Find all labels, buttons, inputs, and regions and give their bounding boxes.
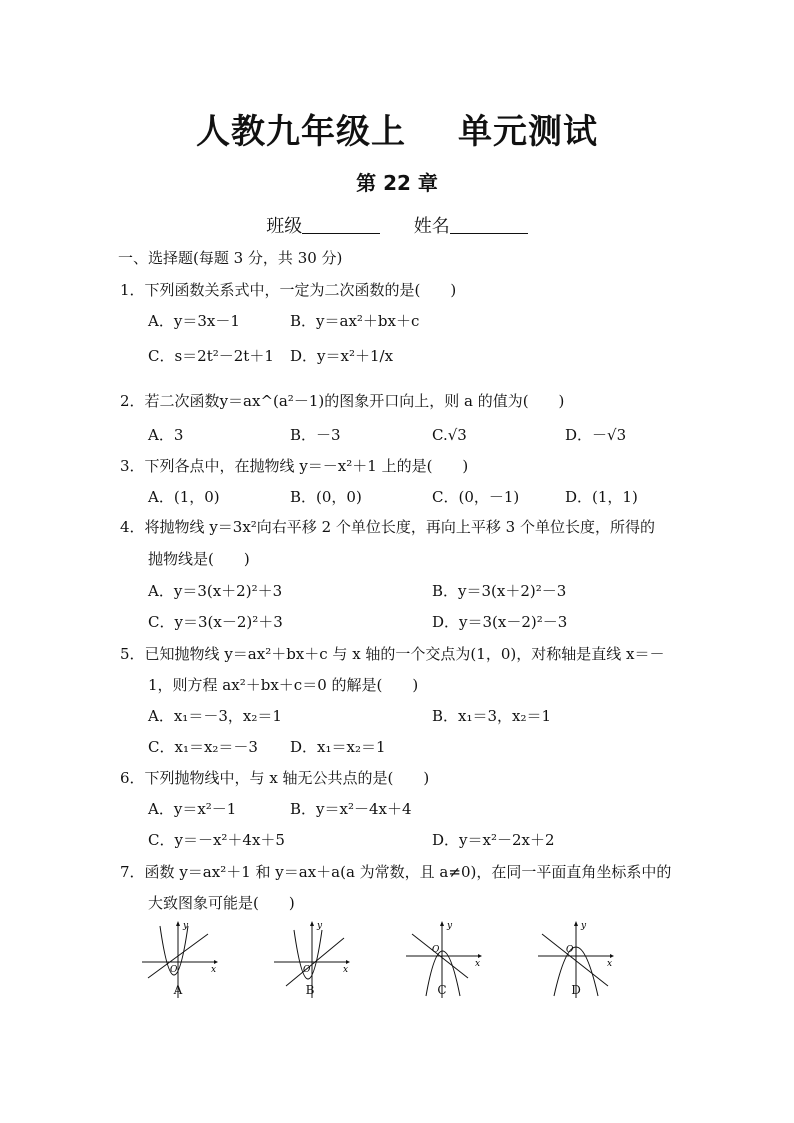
class-blank[interactable] bbox=[302, 215, 380, 234]
question-7 bbox=[120, 862, 671, 882]
origin-label: O bbox=[170, 965, 178, 975]
option-text: (1，1) bbox=[592, 488, 638, 506]
option-text: x₁＝－3，x₂＝1 bbox=[173, 707, 282, 725]
axis-y-label: y bbox=[581, 921, 587, 931]
q2-option-c: C.√3 bbox=[432, 426, 467, 444]
axis-x-label: x bbox=[211, 965, 217, 975]
q4-option-c: C．y＝3(x－2)²＋3 bbox=[148, 613, 283, 631]
q3-option-b: B．(0，0) bbox=[290, 488, 362, 506]
q6-option-c: C．y＝－x²＋4x＋5 bbox=[148, 831, 285, 849]
q5-option-d: D．x₁＝x₂＝1 bbox=[290, 738, 386, 756]
question-number: 4． bbox=[120, 518, 145, 536]
q5-option-a: A．x₁＝－3，x₂＝1 bbox=[148, 707, 282, 725]
graph-caption-d: D bbox=[571, 983, 581, 997]
q1-option-a: A．y＝3x－1 bbox=[148, 312, 240, 330]
q6-option-a: A．y＝x²－1 bbox=[148, 800, 237, 818]
axis-x-label: x bbox=[607, 959, 613, 969]
q6-option-d: D．y＝x²－2x＋2 bbox=[432, 831, 555, 849]
title-right: 单元测试 bbox=[458, 112, 598, 152]
q3-option-d: D．(1，1) bbox=[565, 488, 638, 506]
option-text: y＝x²－4x＋4 bbox=[316, 800, 412, 818]
q4-option-b: B．y＝3(x＋2)²－3 bbox=[432, 582, 567, 600]
option-text: y＝－x²＋4x＋5 bbox=[174, 831, 285, 849]
option-text: (0，0) bbox=[316, 488, 362, 506]
axis-y-label: y bbox=[317, 921, 323, 931]
name-label: 姓名 bbox=[413, 216, 450, 237]
question-5-line2: 1，则方程 ax²＋bx＋c＝0 的解是( ) bbox=[148, 676, 419, 694]
question-number: 2． bbox=[120, 392, 145, 410]
option-text: y＝x²－1 bbox=[173, 800, 237, 818]
question-number: 1． bbox=[120, 281, 145, 299]
option-text: x₁＝3，x₂＝1 bbox=[458, 707, 552, 725]
question-text: 已知抛物线 y＝ax²＋bx＋c 与 x 轴的一个交点为(1，0)，对称轴是直线 x＝－ bbox=[144, 645, 665, 663]
question-text: 将抛物线 y＝3x²向右平移 2 个单位长度，再向上平移 3 个单位长度，所得的 bbox=[144, 518, 655, 536]
title-left: 人教九年级上 bbox=[196, 112, 406, 152]
axis-x-label: x bbox=[343, 965, 349, 975]
question-4-line2: 抛物线是( ) bbox=[148, 550, 250, 568]
question-number: 5． bbox=[120, 645, 145, 663]
question-text: 若二次函数 bbox=[144, 392, 220, 410]
q2-option-d: D．－√3 bbox=[565, 426, 627, 444]
option-text: y＝3(x＋2)²＋3 bbox=[173, 582, 283, 600]
name-blank[interactable] bbox=[450, 215, 528, 234]
option-text: y＝3(x－2)²＋3 bbox=[174, 613, 283, 631]
option-text: y＝ax²＋bx＋c bbox=[316, 312, 420, 330]
option-text: y＝3(x＋2)²－3 bbox=[458, 582, 567, 600]
option-text: s＝2t²－2t＋1 bbox=[174, 347, 274, 365]
question-text: 下列各点中，在抛物线 y＝－x²＋1 上的是( ) bbox=[144, 457, 469, 475]
option-text: x₁＝x₂＝1 bbox=[317, 738, 386, 756]
option-text: √3 bbox=[447, 426, 467, 444]
question-3 bbox=[120, 456, 468, 476]
q3-option-a: A．(1，0) bbox=[148, 488, 220, 506]
chapter-heading: 第 22 章 bbox=[356, 171, 438, 195]
option-text: y＝x²－2x＋2 bbox=[459, 831, 555, 849]
origin-label: O bbox=[566, 945, 574, 955]
q3-option-c: C．(0，－1) bbox=[432, 488, 520, 506]
option-text: y＝3(x－2)²－3 bbox=[459, 613, 568, 631]
question-number: 3． bbox=[120, 457, 145, 475]
axis-y-label: y bbox=[447, 921, 453, 931]
origin-label: O bbox=[432, 945, 440, 955]
question-1 bbox=[120, 280, 456, 300]
q5-option-c: C．x₁＝x₂＝－3 bbox=[148, 738, 258, 756]
option-text: 3 bbox=[173, 426, 184, 444]
question-4 bbox=[120, 517, 655, 537]
question-text: 函数 y＝ax²＋1 和 y＝ax＋a(a 为常数，且 a≠0)，在同一平面直角坐标系中的 bbox=[144, 863, 672, 881]
page-title bbox=[0, 104, 794, 153]
question-7-line2: 大致图象可能是( ) bbox=[148, 894, 295, 912]
axis-x-label: x bbox=[475, 959, 481, 969]
q2-option-a: A．3 bbox=[148, 426, 184, 444]
option-text: x₁＝x₂＝－3 bbox=[174, 738, 258, 756]
option-text: (1，0) bbox=[173, 488, 220, 506]
option-text: y＝3x－1 bbox=[173, 312, 240, 330]
q1-option-b: B．y＝ax²＋bx＋c bbox=[290, 312, 420, 330]
question-number: 7． bbox=[120, 863, 145, 881]
question-formula: y＝ax^(a²－1) bbox=[219, 392, 325, 410]
q4-option-a: A．y＝3(x＋2)²＋3 bbox=[148, 582, 283, 600]
graph-caption-b: B bbox=[305, 983, 315, 997]
q4-option-d: D．y＝3(x－2)²－3 bbox=[432, 613, 568, 631]
option-text: －3 bbox=[316, 426, 341, 444]
option-text: (0，－1) bbox=[458, 488, 520, 506]
q5-option-b: B．x₁＝3，x₂＝1 bbox=[432, 707, 552, 725]
question-number: 6． bbox=[120, 769, 145, 787]
q6-option-b: B．y＝x²－4x＋4 bbox=[290, 800, 412, 818]
q2-option-b: B．－3 bbox=[290, 426, 341, 444]
question-text: 下列抛物线中，与 x 轴无公共点的是( ) bbox=[144, 769, 430, 787]
question-text: 的图象开口向上，则 a 的值为( ) bbox=[324, 392, 565, 410]
origin-label: O bbox=[303, 965, 311, 975]
graph-caption-a: A bbox=[173, 983, 183, 997]
axis-y-label: y bbox=[183, 921, 189, 931]
class-label: 班级 bbox=[266, 216, 303, 237]
option-text: －√3 bbox=[592, 426, 627, 444]
question-2 bbox=[120, 391, 564, 411]
question-6 bbox=[120, 768, 429, 788]
graph-caption-c: C bbox=[437, 983, 447, 997]
section-heading: 一、选择题(每题 3 分，共 30 分) bbox=[118, 249, 343, 267]
question-5 bbox=[120, 644, 664, 664]
q1-option-c: C．s＝2t²－2t＋1 bbox=[148, 347, 274, 365]
option-text: y＝x²＋1/x bbox=[317, 347, 394, 365]
class-name-line bbox=[0, 212, 794, 238]
question-text: 下列函数关系式中，一定为二次函数的是( ) bbox=[144, 281, 457, 299]
q1-option-d: D．y＝x²＋1/x bbox=[290, 347, 394, 365]
